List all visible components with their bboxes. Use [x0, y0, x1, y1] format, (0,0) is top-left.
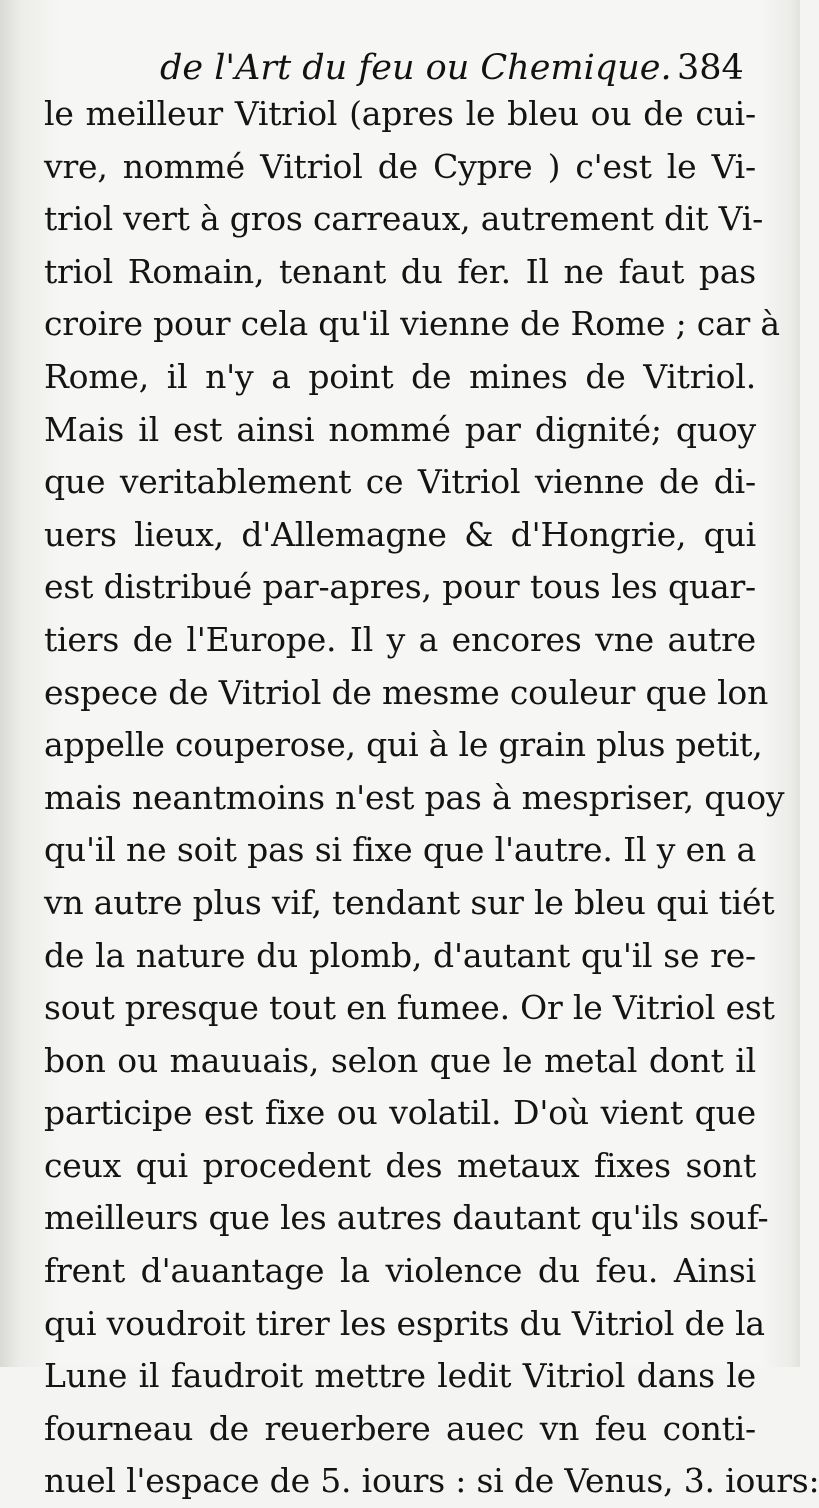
text-line: nuel l'espace de 5. iours : si de Venus, 3. iours: [44, 1461, 819, 1501]
text-line: appelle couperose, qui à le grain plus petit, [44, 725, 763, 765]
text-line: le meilleur Vitriol (apres le bleu ou de cui- [44, 94, 756, 133]
text-line: vn autre plus vif, tendant sur le bleu qui tiét [44, 882, 775, 922]
text-line: frent d'auantage la violence du feu. Ainsi [44, 1251, 756, 1291]
text-line: Mais il est ainsi nommé par dignité; quoy [44, 409, 756, 449]
text-line: triol vert à gros carreaux, autrement dit Vi- [44, 199, 764, 239]
text-line: Lune il faudroit mettre ledit Vitriol dans le [44, 1356, 756, 1396]
text-line: meilleurs que les autres dautant qu'ils souf- [44, 1198, 769, 1238]
text-line: sout presque tout en fumee. Or le Vitriol est [44, 988, 775, 1028]
text-line: qu'il ne soit pas si fixe que l'autre. Il y en a [44, 830, 756, 870]
text-line: bon ou mauuais, selon que le metal dont il [44, 1040, 756, 1080]
body-text [44, 88, 819, 1508]
text-line: mais neantmoins n'est pas à mespriser, quoy [44, 777, 785, 817]
text-line: de la nature du plomb, d'autant qu'il se re- [44, 935, 756, 975]
text-line: triol Romain, tenant du fer. Il ne faut pas [44, 251, 756, 291]
page-number: 384 [677, 48, 744, 88]
text-line: tiers de l'Europe. Il y a encores vne autre [44, 619, 756, 659]
text-line: uers lieux, d'Allemagne & d'Hongrie, qui [44, 514, 756, 554]
text-line: participe est fixe ou volatil. D'où vient que [44, 1093, 756, 1133]
text-line: croire pour cela qu'il vienne de Rome ; car à [44, 304, 780, 344]
running-head: de l'Art du feu ou Chemique. [160, 48, 672, 88]
text-line: ceux qui procedent des metaux fixes sont [44, 1145, 756, 1185]
text-line: Rome, il n'y a point de mines de Vitriol. [44, 356, 756, 396]
text-line: qui voudroit tirer les esprits du Vitriol de la [44, 1303, 765, 1343]
text-line: que veritablement ce Vitriol vienne de di- [44, 462, 756, 502]
text-line: est distribué par-apres, pour tous les quar- [44, 567, 756, 607]
text-line: espece de Vitriol de mesme couleur que lon [44, 672, 769, 712]
text-line: vre, nommé Vitriol de Cypre ) c'est le Vi- [44, 146, 756, 186]
text-line: fourneau de reuerbere auec vn feu conti- [44, 1408, 756, 1448]
